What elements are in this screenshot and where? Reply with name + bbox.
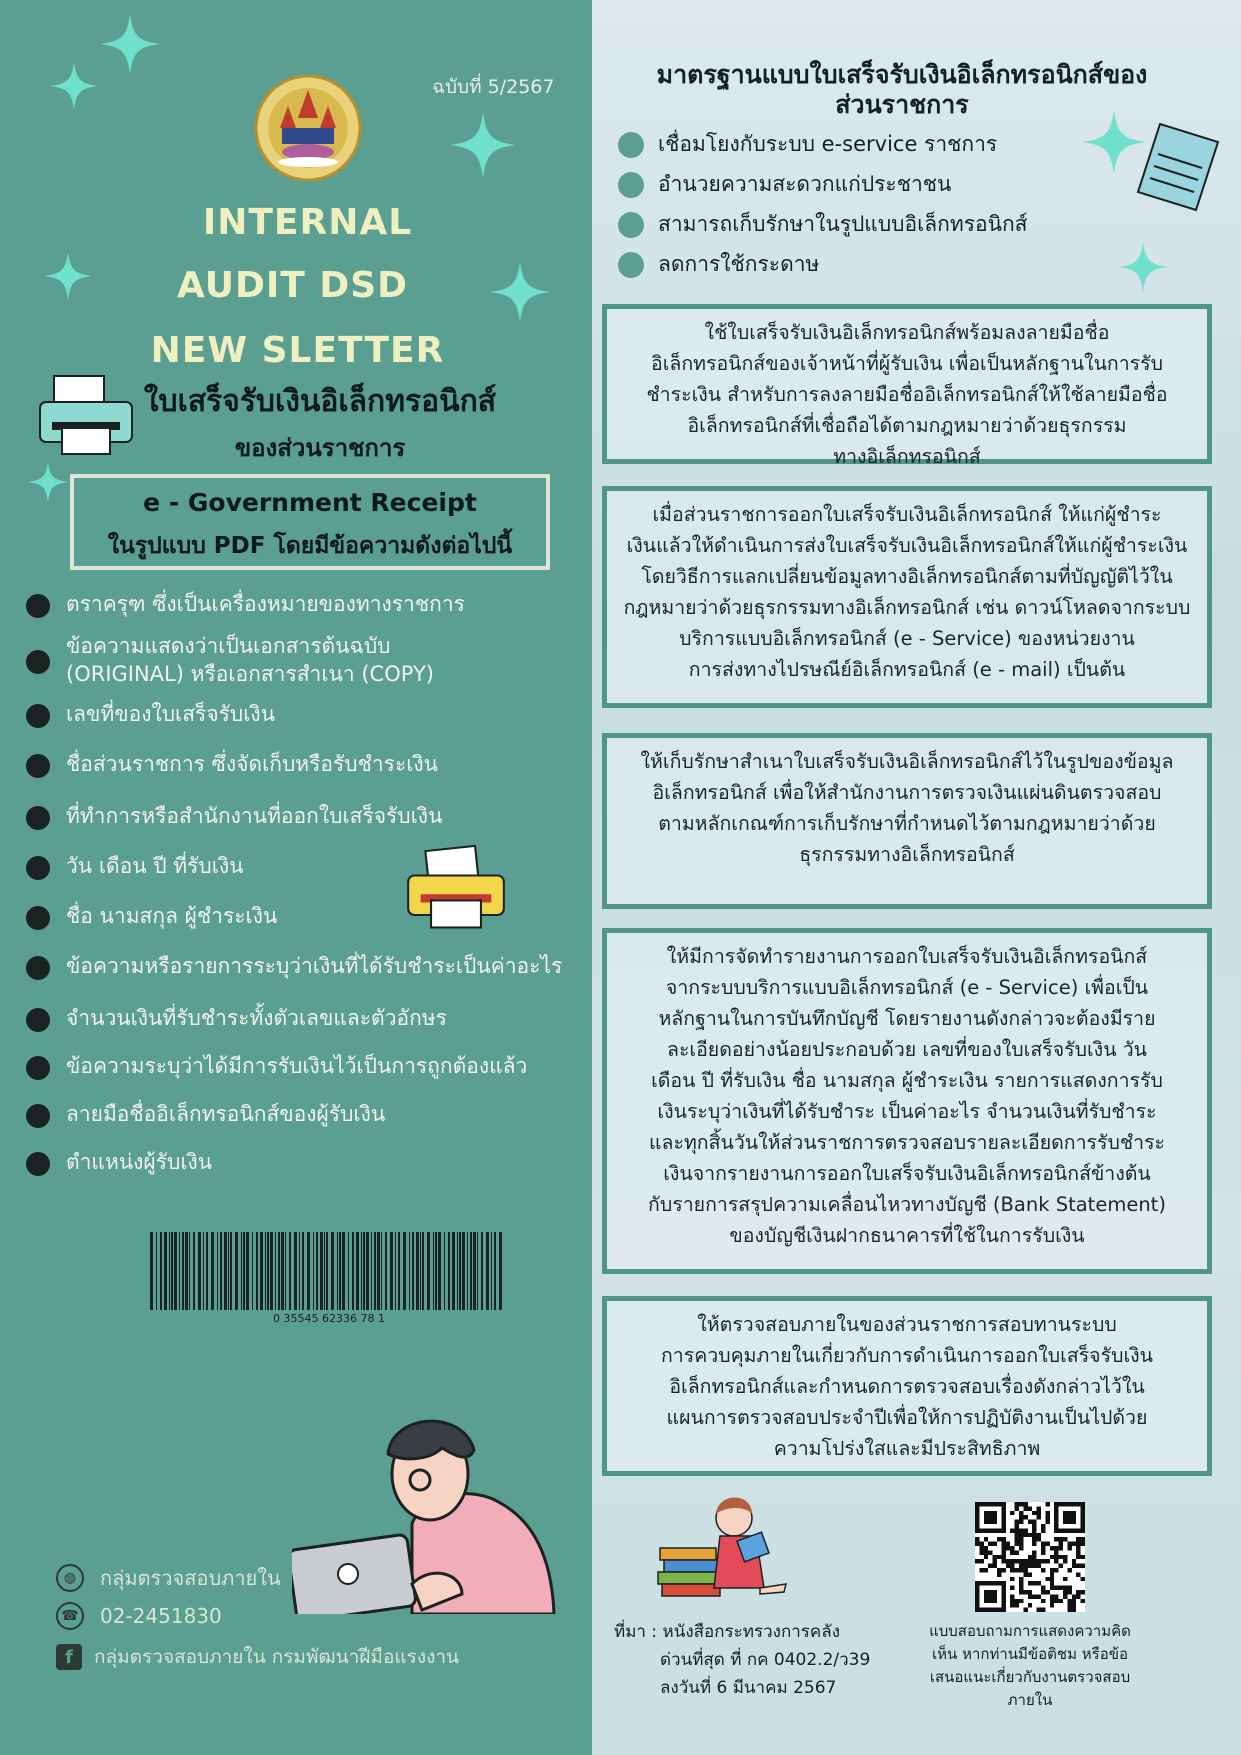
list-item: ข้อความระบุว่าได้มีการรับเงินไว้เป็นการถูกต้องแล้ว: [26, 1052, 527, 1080]
sparkle-icon: [28, 462, 68, 502]
barcode-number: 0 35545 62336 78 1: [273, 1312, 385, 1325]
phone-icon: ☎: [56, 1602, 84, 1630]
newsletter-title-line-1: INTERNAL: [202, 202, 413, 243]
barcode: [150, 1232, 508, 1310]
bullet-icon: [26, 1008, 50, 1032]
info-box: ให้เก็บรักษาสำเนาใบเสร็จรับเงินอิเล็กทรอนิกส์ไว้ในรูปของข้อมูล อิเล็กทรอนิกส์ เพื่อให้สำนักงานการตรวจเงินแผ่นดินตรวจสอบ ตามหลักเกณฑ์การเก็บรักษาที่กำหนดไว้ตามกฎหมายว่าด้วย ธุรกรรมทางอิเล็กทรอนิกส์: [602, 733, 1212, 909]
department-seal-logo: [252, 72, 364, 184]
list-item: วัน เดือน ปี ที่รับเงิน: [26, 852, 244, 880]
issue-number: ฉบับที่ 5/2567: [432, 76, 555, 98]
sparkle-icon: [450, 112, 516, 178]
contact-facebook[interactable]: f กลุ่มตรวจสอบภายใน กรมพัฒนาฝีมือแรงงาน: [56, 1642, 459, 1672]
egov-subtitle: ในรูปแบบ PDF โดยมีข้อความดังต่อไปนี้: [107, 533, 513, 559]
list-item: ตำแหน่งผู้รับเงิน: [26, 1148, 212, 1176]
receipt-subheading: ของส่วนราชการ: [234, 434, 406, 462]
source-reference: ที่มา : หนังสือกระทรวงการคลัง ด่วนที่สุด ที่ กค 0402.2/ว39 ลงวันที่ 6 มีนาคม 2567: [614, 1622, 871, 1698]
bullet-icon: [26, 856, 50, 880]
person-with-laptop-illustration: [292, 1414, 562, 1614]
printer-illustration: [404, 844, 508, 934]
qr-caption: แบบสอบถามการแสดงความคิด เห็น หากท่านมีข้อติชม หรือข้อ เสนอแนะเกี่ยวกับงานตรวจสอบ ภายใน: [929, 1622, 1131, 1709]
receipt-paper-illustration: [1130, 118, 1226, 214]
bullet-icon: [26, 594, 50, 618]
bullet-icon: [26, 1056, 50, 1080]
list-item: ข้อความหรือรายการระบุว่าเงินที่ได้รับชำระเป็นค่าอะไร: [26, 952, 562, 980]
list-item: ลดการใช้กระดาษ: [618, 248, 819, 281]
info-box: ให้มีการจัดทำรายงานการออกใบเสร็จรับเงินอิเล็กทรอนิกส์ จากระบบบริการแบบอิเล็กทรอนิกส์ (e - Service) เพื่อเป็น หลักฐานในการบันทึกบัญชี โดยรายงานดังกล่าวจะต้องมีราย ละเอียดอย่างน้อยประกอบด้วย เลขที่ของใบเสร็จรับเงิน วัน เดือน ปี ที่รับเงิน ชื่อ นามสกุล ผู้ชำระเงิน รายการแสดงการรับ เงินระบุว่าเงินที่ได้รับชำระ เป็นค่าอะไร จำนวนเงินที่รับชำระ และทุกสิ้นวันให้ส่วนราชการตรวจสอบรายละเอียดการรับชำระ เงินจากรายงานการออกใบเสร็จรับเงินอิเล็กทรอนิกส์ข้างต้น กับรายการสรุปความเคลื่อนไหวทางบัญชี (Bank Statement) ของบัญชีเงินฝากธนาคารที่ใช้ในการรับเงิน: [602, 928, 1212, 1274]
reading-girl-illustration: [656, 1488, 796, 1600]
contact-phone: ☎ 02-2451830: [56, 1602, 222, 1630]
list-item: ชื่อส่วนราชการ ซึ่งจัดเก็บหรือรับชำระเงิน: [26, 750, 438, 778]
list-item: เลขที่ของใบเสร็จรับเงิน: [26, 700, 275, 728]
bullet-icon: [26, 754, 50, 778]
globe-icon: ◍: [56, 1564, 84, 1592]
list-item: เชื่อมโยงกับระบบ e-service ราชการ: [618, 128, 997, 161]
egov-box: [70, 474, 550, 570]
bullet-icon: [618, 172, 644, 198]
receipt-heading: ใบเสร็จรับเงินอิเล็กทรอนิกส์: [143, 384, 497, 419]
list-item: ข้อความแสดงว่าเป็นเอกสารต้นฉบับ (ORIGINAL) หรือเอกสารสำเนา (COPY): [26, 632, 434, 688]
bullet-icon: [26, 906, 50, 930]
list-item: จำนวนเงินที่รับชำระทั้งตัวเลขและตัวอักษร: [26, 1004, 447, 1032]
bullet-icon: [26, 956, 50, 980]
info-box: ให้ตรวจสอบภายในของส่วนราชการสอบทานระบบ การควบคุมภายในเกี่ยวกับการดำเนินการออกใบเสร็จรับเงิน อิเล็กทรอนิกส์และกำหนดการตรวจสอบเรื่องดังกล่าวไว้ใน แผนการตรวจสอบประจำปีเพื่อให้การปฏิบัติงานเป็นไปด้วย ความโปร่งใสและมีประสิทธิภาพ: [602, 1296, 1212, 1476]
info-box: เมื่อส่วนราชการออกใบเสร็จรับเงินอิเล็กทรอนิกส์ ให้แก่ผู้ชำระ เงินแล้วให้ดำเนินการส่งใบเสร็จรับเงินอิเล็กทรอนิกส์ให้แก่ผู้ชำระเงิน โดยวิธีการแลกเปลี่ยนข้อมูลทางอิเล็กทรอนิกส์ตามที่บัญญัติไว้ใน กฎหมายว่าด้วยธุรกรรมทางอิเล็กทรอนิกส์ เช่น ดาวน์โหลดจากระบบ บริการแบบอิเล็กทรอนิกส์ (e - Service) ของหน่วยงาน การส่งทางไปรษณีย์อิเล็กทรอนิกส์ (e - mail) เป็นต้น: [602, 486, 1212, 708]
contact-web: ◍ กลุ่มตรวจสอบภายใน: [56, 1562, 281, 1594]
list-item: ชื่อ นามสกุล ผู้ชำระเงิน: [26, 902, 277, 930]
list-item: อำนวยความสะดวกแก่ประชาชน: [618, 168, 951, 201]
list-item: ที่ทำการหรือสำนักงานที่ออกใบเสร็จรับเงิน: [26, 802, 442, 830]
newsletter-title-line-2: AUDIT DSD: [176, 265, 409, 306]
bullet-icon: [618, 212, 644, 238]
bullet-icon: [26, 1104, 50, 1128]
list-item: ลายมือชื่ออิเล็กทรอนิกส์ของผู้รับเงิน: [26, 1100, 385, 1128]
info-box: ใช้ใบเสร็จรับเงินอิเล็กทรอนิกส์พร้อมลงลายมือชื่อ อิเล็กทรอนิกส์ของเจ้าหน้าที่ผู้รับเงิน เพื่อเป็นหลักฐานในการรับ ชำระเงิน สำหรับการลงลายมือชื่ออิเล็กทรอนิกส์ให้ใช้ลายมือชื่อ อิเล็กทรอนิกส์ที่เชื่อถือได้ตามกฎหมายว่าด้วยธุรกรรม ทางอิเล็กทรอนิกส์: [602, 304, 1212, 464]
survey-qr-code[interactable]: [975, 1502, 1085, 1612]
list-item: สามารถเก็บรักษาในรูปแบบอิเล็กทรอนิกส์: [618, 208, 1028, 241]
standard-title: มาตรฐานแบบใบเสร็จรับเงินอิเล็กทรอนิกส์ของ ส่วนราชการ: [656, 60, 1148, 119]
facebook-icon: f: [56, 1644, 82, 1670]
egov-title: e - Government Receipt: [143, 488, 477, 517]
bullet-icon: [26, 1152, 50, 1176]
bullet-icon: [618, 132, 644, 158]
sparkle-icon: [50, 62, 98, 110]
bullet-icon: [26, 650, 50, 674]
sparkle-icon: [100, 14, 160, 74]
list-item: ตราครุฑ ซึ่งเป็นเครื่องหมายของทางราชการ: [26, 590, 465, 618]
bullet-icon: [26, 704, 50, 728]
sparkle-icon: [1118, 242, 1168, 292]
bullet-icon: [26, 806, 50, 830]
newsletter-title-line-3: NEW SLETTER: [150, 330, 445, 371]
bullet-icon: [618, 252, 644, 278]
